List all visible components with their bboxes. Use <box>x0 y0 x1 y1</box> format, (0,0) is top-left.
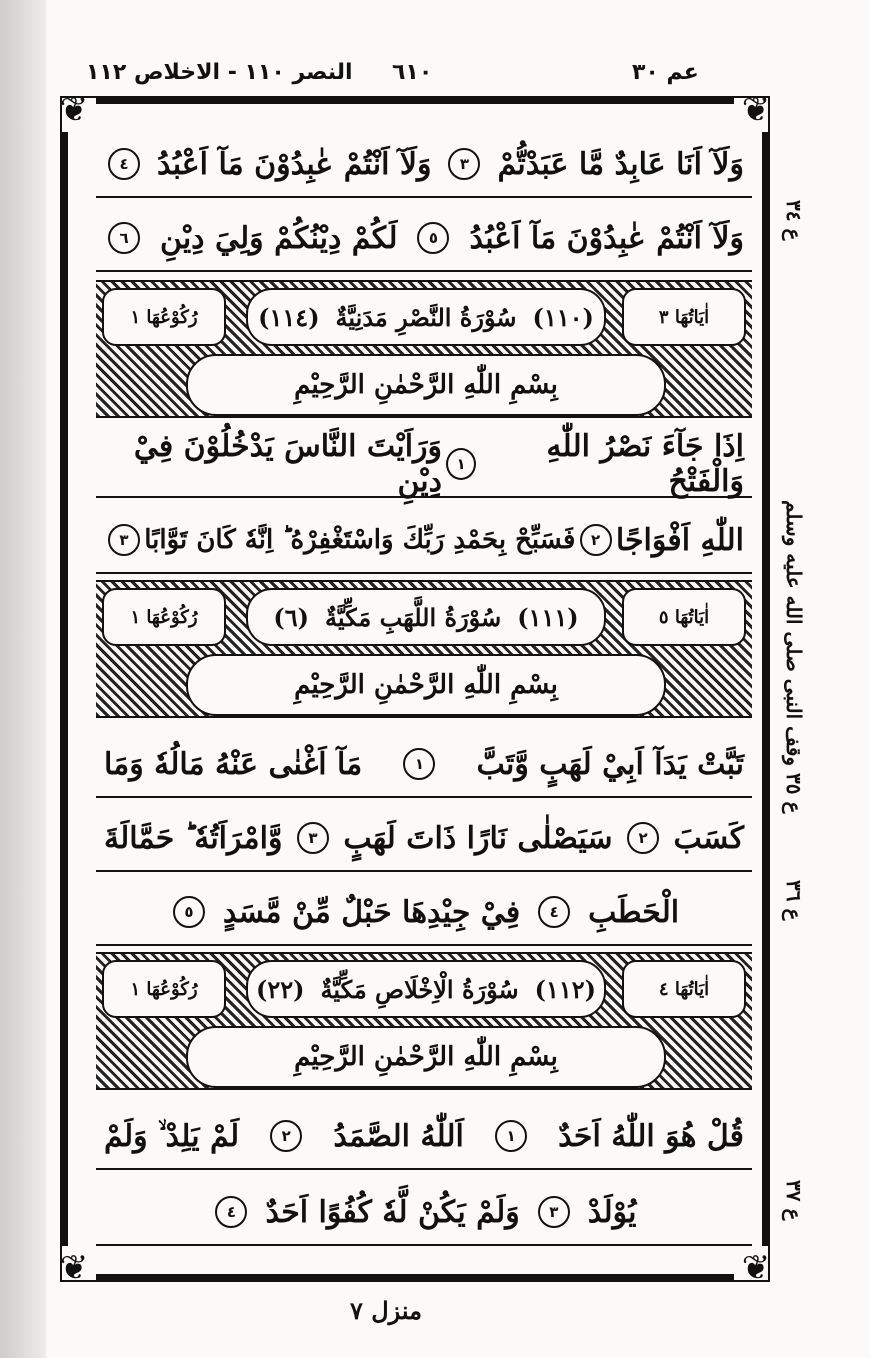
bismillah: بِسْمِ اللّٰهِ الرَّحْمٰنِ الرَّحِيْمِ <box>186 654 666 716</box>
verse-line: يُوْلَدْ ٣ وَلَمْ يَكُنْ لَّهٗ كُفُوًا اَحَدٌ ٤ <box>96 1180 752 1246</box>
ayah-marker: ٦ <box>108 222 140 254</box>
ayah-marker: ٤ <box>108 148 140 180</box>
verse-line: قُلْ هُوَ اللّٰهُ اَحَدٌ ١ اَللّٰهُ الصَّمَدُ ٢ لَمْ يَلِدْ ۙ وَلَمْ <box>96 1104 752 1170</box>
margin-note-ruku: ع ٣٦ <box>782 880 806 921</box>
bismillah: بِسْمِ اللّٰهِ الرَّحْمٰنِ الرَّحِيْمِ <box>186 354 666 416</box>
ayat-count: اٰيَاتُهَا ٣ <box>622 288 746 346</box>
verse-line: وَلَآ اَنْتُمْ عٰبِدُوْنَ مَآ اَعْبُدُ ٥ لَكُمْ دِيْنُكُمْ وَلِيَ دِيْنِ ٦ <box>96 206 752 272</box>
book-gutter <box>0 0 46 1358</box>
verse-line: اللّٰهِ اَفْوَاجًا ٢ فَسَبِّحْ بِحَمْدِ رَبِّكَ وَاسْتَغْفِرْهُ ؕ اِنَّهٗ كَانَ تَوَّابًا ٣ <box>96 508 752 574</box>
surah-title: (١١٢) سُوْرَةُ الْاِخْلَاصِ مَكِّيَّةٌ (٢٢) <box>246 960 606 1018</box>
ayah-marker: ٥ <box>173 896 205 928</box>
surah-title: (١١٠) سُوْرَةُ النَّصْرِ مَدَنِيَّةٌ (١١٤) <box>246 288 606 346</box>
margin-note-ruku: ع ٣٧ <box>782 1180 806 1221</box>
ruku-count: رُكُوْعُهَا ١ <box>102 288 226 346</box>
header-juz: عم ٣٠ <box>632 60 699 85</box>
verse-line: اِذَا جَآءَ نَصْرُ اللّٰهِ وَالْفَتْحُ ١ وَرَاَيْتَ النَّاسَ يَدْخُلُوْنَ فِيْ دِيْنِ <box>96 432 752 498</box>
page-number: ٦١٠ <box>392 60 433 85</box>
corner-ornament-icon: ❦ <box>741 1248 771 1288</box>
verse-line: الْحَطَبِ ٤ فِيْ جِيْدِهَا حَبْلٌ مِّنْ مَّسَدٍ ٥ <box>96 880 752 946</box>
ayah-marker: ٤ <box>215 1196 247 1228</box>
corner-ornament-icon: ❦ <box>59 90 89 130</box>
ayat-count: اٰيَاتُهَا ٥ <box>622 588 746 646</box>
ayah-marker: ٣ <box>108 524 140 556</box>
verse-line: تَبَّتْ يَدَآ اَبِيْ لَهَبٍ وَّتَبَّ ١ مَآ اَغْنٰى عَنْهُ مَالُهٗ وَمَا <box>96 732 752 798</box>
ayah-marker: ٣ <box>297 822 329 854</box>
ayah-marker: ١ <box>495 1120 527 1152</box>
corner-ornament-icon: ❦ <box>741 90 771 130</box>
header-surah-range: النصر ١١٠ - الاخلاص ١١٢ <box>86 60 353 85</box>
surah-title: (١١١) سُوْرَةُ اللَّهَبِ مَكِّيَّةٌ (٦) <box>246 588 606 646</box>
ayah-marker: ٥ <box>417 222 449 254</box>
ayah-marker: ٤ <box>538 896 570 928</box>
surah-header-lahab <box>96 580 752 718</box>
ayah-marker: ١ <box>446 448 476 480</box>
ayat-count: اٰيَاتُهَا ٤ <box>622 960 746 1018</box>
ayah-marker: ٢ <box>270 1120 302 1152</box>
ayah-marker: ١ <box>403 748 435 780</box>
manzil-footer: منزل ٧ <box>350 1296 423 1325</box>
ayah-marker: ٢ <box>580 524 612 556</box>
surah-header-nasr <box>96 280 752 418</box>
margin-note-waqf: ع ٣٥ وقف النبى صلى الله عليه وسلم <box>782 500 806 814</box>
ruku-count: رُكُوْعُهَا ١ <box>102 588 226 646</box>
ayah-marker: ٣ <box>538 1196 570 1228</box>
ayah-marker: ٣ <box>448 148 480 180</box>
surah-header-ikhlas <box>96 952 752 1090</box>
corner-ornament-icon: ❦ <box>59 1248 89 1288</box>
bismillah: بِسْمِ اللّٰهِ الرَّحْمٰنِ الرَّحِيْمِ <box>186 1026 666 1088</box>
verse-line: كَسَبَ ٢ سَيَصْلٰى نَارًا ذَاتَ لَهَبٍ ٣ وَّامْرَاَتُهٗ ؕ حَمَّالَةَ <box>96 806 752 872</box>
verse-line: وَلَآ اَنَا عَابِدٌ مَّا عَبَدْتُّمْ ٣ وَلَآ اَنْتُمْ عٰبِدُوْنَ مَآ اَعْبُدُ ٤ <box>96 132 752 198</box>
ruku-count: رُكُوْعُهَا ١ <box>102 960 226 1018</box>
ayah-marker: ٢ <box>627 822 659 854</box>
margin-note-ruku: ع ٣٤ <box>782 200 806 241</box>
